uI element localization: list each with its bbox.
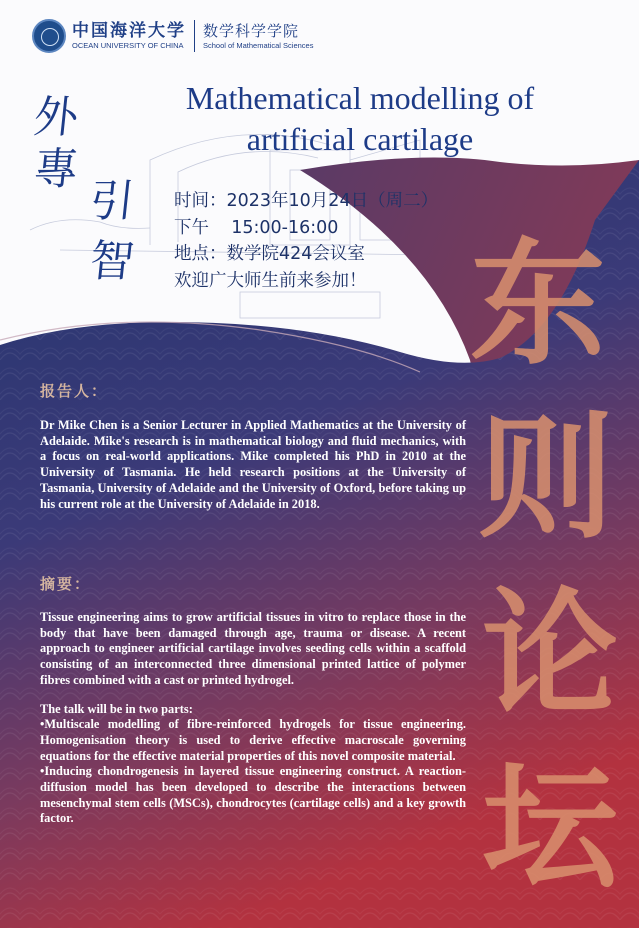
university-name [72, 21, 186, 51]
school-name [203, 21, 313, 51]
calligraphy-char-4: 坛 [482, 748, 618, 908]
calligraphy-char-1: 东 [470, 224, 606, 384]
part-1: •Multiscale modelling of fibre-reinforced hydrogels for tissue engineering. Homogenisation theory is used to derive effective macroscale governing equations for the effective material properties of this novel composite material. [40, 717, 466, 763]
part-2: •Inducing chondrogenesis in layered tissue engineering construct. A reaction-diffusion model has been developed to describe the interactions between mesenchymal stem cells (MSCs), chondrocytes (cartilage cells) and a key growth factor. [40, 764, 466, 826]
side-char-4: 智 [87, 236, 137, 287]
event-time: 时间：2023年10月24日（周二） [174, 191, 439, 211]
header-divider [194, 20, 195, 52]
event-welcome: 欢迎广大师生前来参加！ [174, 270, 367, 291]
side-char-2: 專 [31, 144, 81, 195]
university-seal-icon [32, 19, 66, 53]
speaker-label: 报告人： [40, 382, 109, 400]
parts-intro: The talk will be in two parts: [40, 701, 193, 716]
event-info [174, 188, 438, 294]
university-name-en: OCEAN UNIVERSITY OF CHINA [72, 41, 184, 50]
event-location: 地点：数学院424会议室 [174, 244, 365, 264]
header-logos [32, 19, 313, 53]
talk-title-line-2: artificial cartilage [246, 121, 474, 157]
talk-title [140, 78, 580, 160]
speaker-bio-text: Dr Mike Chen is a Senior Lecturer in Applied Mathematics at the University of Adelaide. Mike's research is in mathematical biology and fluid mechanics, with a focus on real-world applications. Mike completed his PhD in 2010 at the University of Tasmania. He held research positions at the University of Tasmania, University of Adelaide and the University of Oxford, before taking up his current role at the University of Adelaide in 2018. [40, 418, 466, 511]
side-char-1: 外 [31, 92, 81, 143]
abstract-body [40, 610, 466, 827]
speaker-bio [40, 418, 466, 512]
side-char-3: 引 [87, 176, 137, 227]
abstract-label: 摘要： [40, 575, 92, 593]
university-name-cn: 中国海洋大学 [72, 21, 186, 41]
calligraphy-char-2: 则 [478, 398, 614, 558]
calligraphy-char-3: 论 [482, 574, 618, 734]
school-name-cn: 数学科学学院 [203, 22, 300, 40]
abstract-paragraph: Tissue engineering aims to grow artificial tissues in vitro to replace those in the body that have been damaged through age, trauma or disease. A recent approach to engineer artificial cartilage involves seeding cells within a scaffold consisting of an interconnected three dimensional printed lattice of polymer fibres combined with a cast or printed hydrogel. [40, 610, 466, 687]
school-name-en: School of Mathematical Sciences [203, 41, 314, 50]
event-hours: 下午 15:00-16:00 [174, 217, 339, 238]
talk-title-line-1: Mathematical modelling of [185, 80, 535, 116]
